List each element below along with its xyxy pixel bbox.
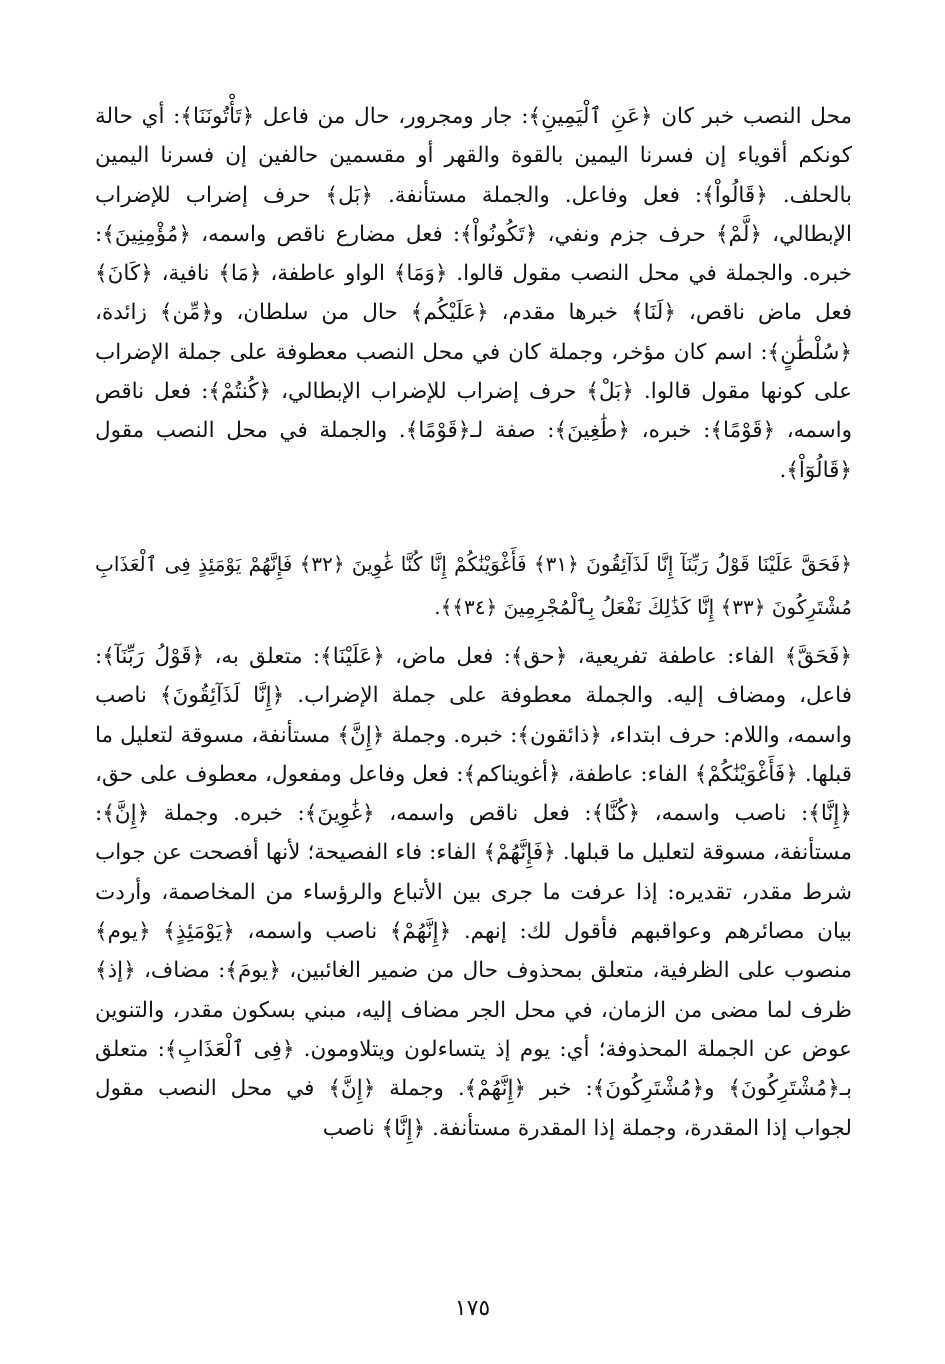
page-number: ١٧٥ <box>454 1296 491 1321</box>
commentary-paragraph-2: ﴿فَحَقَّ﴾ الفاء: عاطفة تفريعية، ﴿حق﴾: فعل ماض، ﴿عَلَيْنَا﴾: متعلق به، ﴿قَوْلُ رَبِّنَآ﴾: فاعل، ومضاف إليه. والجملة معطوفة على جملة الإضراب. ﴿إِنَّا لَذَآئِقُونَ﴾ ناصب واسمه، واللام: حرف ابتداء، ﴿ذائقون﴾: خبره. وجملة ﴿إِنَّ﴾ مستأنفة، مسوقة لتعليل ما قبلها. ﴿فَأَغْوَيْنَٰكُمْ﴾ الفاء: عاطفة، ﴿أغويناكم﴾: فعل وفاعل ومفعول، معطوف على حق، ﴿إِنَّا﴾: ناصب واسمه، ﴿كُنَّا﴾: فعل ناقص واسمه، ﴿غَٰوِينَ﴾: خبره. وجملة ﴿إِنَّ﴾: مستأنفة، مسوقة لتعليل ما قبلها. ﴿فَإِنَّهُمْ﴾ الفاء: فاء الفصيحة؛ لأنها أفصحت عن جواب شرط مقدر، تقديره: إذا عرفت ما جرى بين الأتباع والرؤساء من المخاصمة، وأردت بيان مصائرهم وعواقبهم فأقول لك: إنهم. ﴿إِنَّهُمْ﴾ ناصب واسمه، ﴿يَوْمَئِذٍ﴾ ﴿يوم﴾ منصوب على الظرفية، متعلق بمحذوف حال من ضمير الغائبين، ﴿يومَ﴾: مضاف، ﴿إذ﴾ ظرف لما مضى من الزمان، في محل الجر مضاف إليه، مبني بسكون مقدر، والتنوين عوض عن الجملة المحذوفة؛ أي: يوم إذ يتساءلون ويتلاومون. ﴿فِى ٱلْعَذَابِ﴾: متعلق بـ﴿مُشْتَرِكُونَ﴾ و﴿مُشْتَرِكُونَ﴾: خبر ﴿إِنَّهُمْ﴾. وجملة ﴿إِنَّ﴾ في محل النصب مقول لجواب إذا المقدرة، وجملة إذا المقدرة مستأنفة. ﴿إِنَّا﴾ ناصب <box>95 644 852 1141</box>
quran-verse-paragraph: ﴿فَحَقَّ عَلَيْنَا قَوْلُ رَبِّنَآ إِنَّا لَذَآئِقُونَ ﴿٣١﴾ فَأَغْوَيْنَٰكُمْ إِنَّا كُنَّا غَٰوِينَ ﴿٣٢﴾ فَإِنَّهُمْ يَوْمَئِذٍ فِى ٱلْعَذَابِ مُشْتَرِكُونَ ﴿٣٣﴾ إِنَّا كَذَٰلِكَ نَفْعَلُ بِٱلْمُجْرِمِينَ ﴿٣٤﴾﴾. <box>95 552 853 619</box>
commentary-paragraph-1: محل النصب خبر كان ﴿عَنِ ٱلْيَمِينِ﴾: جار ومجرور، حال من فاعل ﴿تَأْتُونَنَا﴾: أي حالة كونكم أقوياء إن فسرنا اليمين بالقوة والقهر أو مقسمين حالفين إن فسرنا اليمين بالحلف. ﴿قَالُواْ﴾: فعل وفاعل. والجملة مستأنفة. ﴿بَل﴾ حرف إضراب للإضراب الإبطالي، ﴿لَّمْ﴾ حرف جزم ونفي، ﴿تَكُونُواْ﴾: فعل مضارع ناقص واسمه، ﴿مُؤْمِنِينَ﴾: خبره. والجملة في محل النصب مقول قالوا. ﴿وَمَا﴾ الواو عاطفة، ﴿مَا﴾ نافية، ﴿كَانَ﴾ فعل ماض ناقص، ﴿لَنَا﴾ خبرها مقدم، ﴿عَلَيْكُم﴾ حال من سلطان، و﴿مِّن﴾ زائدة، ﴿سُلْطَٰنٍ﴾: اسم كان مؤخر، وجملة كان في محل النصب معطوفة على جملة الإضراب على كونها مقول قالوا. ﴿بَلْ﴾ حرف إضراب للإضراب الإبطالي، ﴿كُنتُمْ﴾: فعل ناقص واسمه، ﴿قَوْمًا﴾: خبره، ﴿طَٰغِينَ﴾: صفة لـ﴿قَوْمًا﴾. والجملة في محل النصب مقول ﴿قَالُوٓاْ﴾. <box>95 104 852 483</box>
